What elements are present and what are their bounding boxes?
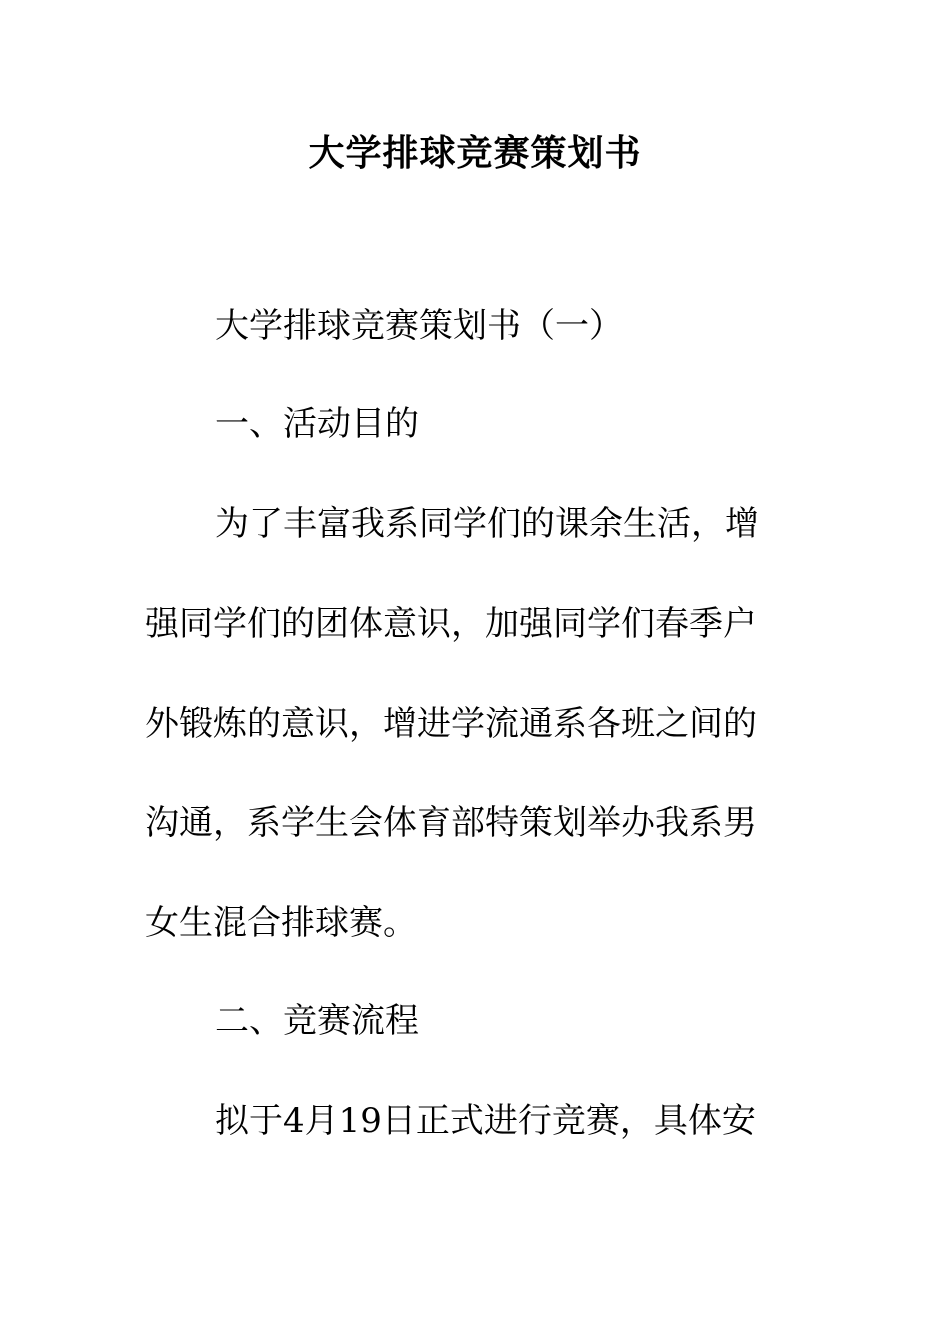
paragraph-line: 沟通，系学生会体育部特策划举办我系男 [145,803,757,843]
paragraph-line: 拟于4月19日正式进行竞赛，具体安 [215,1101,756,1141]
paragraph-line: 为了丰富我系同学们的课余生活，增 [215,504,759,544]
section-heading: 一、活动目的 [215,404,419,444]
paragraph-line: 女生混合排球赛。 [145,903,417,943]
document-title: 大学排球竞赛策划书 [308,132,642,174]
section-heading: 大学排球竞赛策划书（一） [215,306,623,346]
section-heading: 二、竞赛流程 [215,1001,419,1041]
paragraph-line: 强同学们的团体意识，加强同学们春季户 [145,604,757,644]
paragraph-line: 外锻炼的意识，增进学流通系各班之间的 [145,704,757,744]
